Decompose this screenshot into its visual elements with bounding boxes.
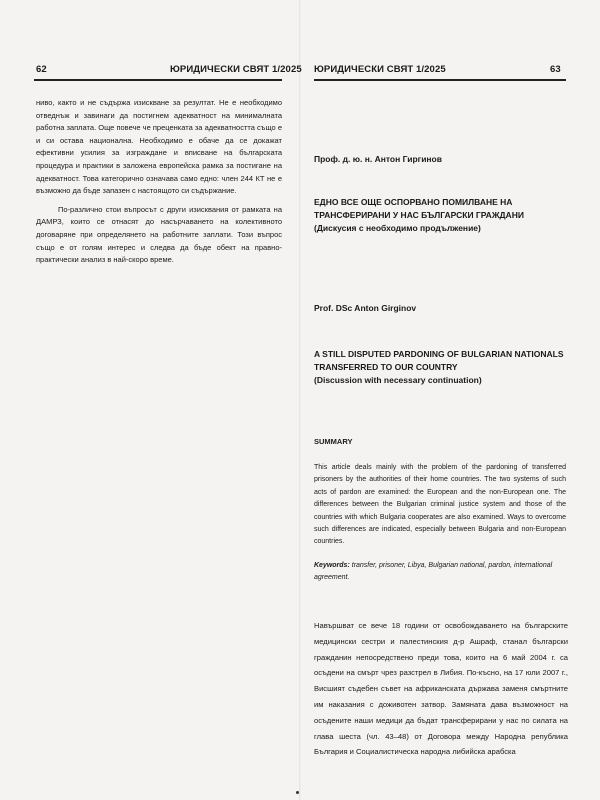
left-page-number: 62 (36, 64, 47, 75)
author-bg: Проф. д. ю. н. Антон Гиргинов (314, 154, 442, 164)
left-paragraph: ниво, както и не съдържа изискване за резултат. Не е необходимо отведнъж и завинаги да постигнем адекватност на минималната работна заплата. Още повече че преценката за адекватността също е и си остава национална. Необходимо е обаче да се докажат ефективни усилия за изграждане и вписване на българската процедура и практики в заложена европейска рамка за постигане на адекватност. Това категорично означава само едно: член 244 КТ не е възможно да бъде запазен с настоящото си съдържание. (36, 98, 282, 196)
main-text (314, 618, 568, 760)
article-title-en: A STILL DISPUTED PARDONING OF BULGARIAN NATIONALS TRANSFERRED TO OUR COUNTRY (314, 349, 564, 372)
author-en: Prof. DSc Anton Girginov (314, 303, 417, 313)
main-paragraph: Навършват се вече 18 години от освобождаването на българските медицински сестри и палестинския д-р Ашраф, станал български гражданин непосредствено преди това, които на 6 май 2004 г. са осъдени на смърт чрез разстрел в Либия. По-късно, на 17 юли 2007 г., Висшият съдебен съвет на африканската държава заменя смъртните им наказания с доживотен затвор. Замяната дава възможност на осъдените наши медици да бъдат трансферирани у нас по силата на глава шеста (чл. 43–48) от Договора между Народна република България и Социалистическа народна либийска арабска (314, 621, 568, 757)
left-journal-header: ЮРИДИЧЕСКИ СВЯТ 1/2025 (170, 64, 302, 75)
page-mark (296, 791, 299, 794)
right-header-rule (314, 79, 566, 81)
right-journal-header: ЮРИДИЧЕСКИ СВЯТ 1/2025 (314, 64, 446, 75)
left-header-rule (34, 79, 282, 81)
right-page-number: 63 (550, 64, 561, 75)
keywords-line (314, 560, 566, 584)
article-title-bg: ЕДНО ВСЕ ОЩЕ ОСПОРВАНО ПОМИЛВАНЕ НА ТРАНСФЕРИРАНИ У НАС БЪЛГАРСКИ ГРАЖДАНИ (314, 197, 524, 220)
keywords-text: transfer, prisoner, Libya, Bulgarian national, pardon, international agreement. (314, 562, 553, 581)
summary-heading: SUMMARY (314, 437, 353, 446)
right-page (300, 0, 600, 800)
left-body-text (36, 97, 282, 273)
left-paragraph: По-различно стои въпросът с други изисквания от рамката на ДАМРЗ, които се отнасят до насърчаването на колективното договаряне при определянето на работните заплати. Този въпрос също е от голям интерес и следва да бъде обект на правно-практически анализ в най-скоро време. (36, 204, 282, 265)
article-subtitle-en: (Discussion with necessary continuation) (314, 375, 482, 385)
keywords-label: Keywords: (314, 562, 350, 569)
article-subtitle-bg: (Дискусия с необходимо продължение) (314, 223, 481, 233)
summary-text: This article deals mainly with the problem of the pardoning of transferred prisoners by the authorities of their home countries. The two systems of such acts of pardon are examined: the European and the non-European one. The differences between the Bulgarian criminal justice system and those of the countries with which Bulgaria cooperates are also examined. Ways to overcome such differences are indicated, especially between Bulgaria and non-European countries. (314, 464, 566, 546)
